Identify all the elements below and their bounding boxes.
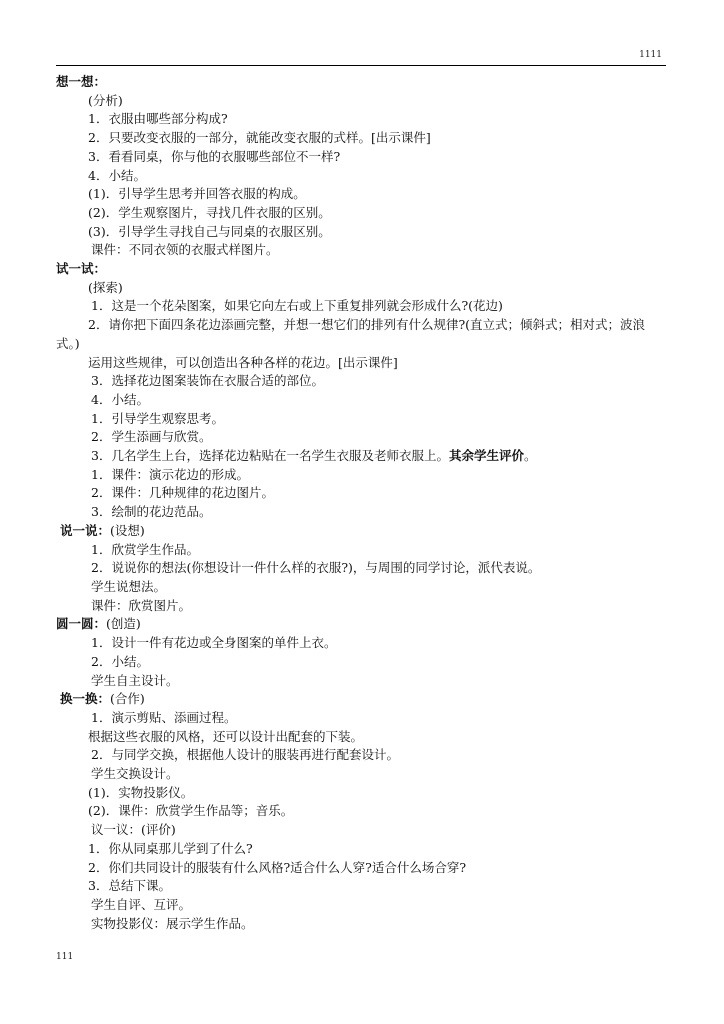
text-line: 2．与同学交换，根据他人设计的服装再进行配套设计。	[91, 747, 399, 763]
text-line: 3．总结下课。	[88, 878, 171, 894]
text-line: 运用这些规律，可以创造出各种各样的花边。[出示课件]	[88, 354, 398, 370]
footer-page-number: 111	[56, 952, 74, 962]
text-line: 3．看看同桌，你与他的衣服哪些部位不一样?	[88, 148, 341, 164]
text-line: (2)．课件：欣赏学生作品等；音乐。	[88, 803, 294, 819]
text-line: (3)．引导学生寻找自己与同桌的衣服区别。	[88, 223, 331, 239]
section-heading-think: 想一想：	[56, 74, 107, 89]
section-heading-realize	[56, 615, 668, 634]
text-line: 课件：欣赏图片。	[91, 597, 192, 613]
text-line	[56, 447, 668, 466]
section-subtitle: (合作)	[110, 691, 145, 707]
text-line: 1．演示剪贴、添画过程。	[91, 709, 237, 725]
text-line: 1．你从同桌那儿学到了什么?	[88, 840, 253, 856]
text-line-wrapped: 2．请你把下面四条花边添画完整，并想一想它们的排列有什么规律?(直立式；倾斜式；相对式；波浪式。)	[56, 317, 646, 351]
text-line: 实物投影仪：展示学生作品。	[91, 915, 254, 931]
section-heading-say	[56, 522, 668, 541]
text-span: 3．几名学生上台，选择花边粘贴在一名学生衣服及老师衣服上。	[91, 448, 449, 464]
text-line: 1．这是一个花朵图案，如果它向左右或上下重复排列就会形成什么?(花边)	[91, 298, 503, 314]
bold-emphasis: 其余学生评价	[448, 448, 524, 464]
lesson-plan-body	[56, 73, 668, 933]
text-line: 4．小结。	[91, 391, 149, 407]
text-line: 2．只要改变衣服的一部分，就能改变衣服的式样。[出示课件]	[88, 130, 431, 146]
text-line: 议一议：(评价)	[91, 822, 176, 838]
text-span: 。	[523, 448, 537, 464]
text-line: 根据这些衣服的风格，还可以设计出配套的下装。	[88, 728, 364, 744]
section-title: 圆一圆：	[56, 616, 107, 632]
text-line: 1．衣服由哪些部分构成?	[88, 111, 228, 127]
text-line: (1)．实物投影仪。	[88, 784, 194, 800]
text-line: 4．小结。	[88, 167, 146, 183]
text-line: (探索)	[88, 279, 123, 295]
text-line: 1．设计一件有花边或全身图案的单件上衣。	[91, 635, 337, 651]
text-line: 2．小结。	[91, 653, 149, 669]
text-line: 1．引导学生观察思考。	[91, 410, 224, 426]
text-line: 学生说想法。	[91, 578, 167, 594]
text-line: 1．课件：演示花边的形成。	[91, 466, 249, 482]
section-subtitle: (创造)	[106, 616, 141, 632]
text-line: 2．课件：几种规律的花边图片。	[91, 485, 274, 501]
header-page-number: 1111	[639, 50, 662, 60]
text-line: 学生交换设计。	[91, 766, 179, 782]
section-title: 换一换：	[60, 691, 111, 707]
text-line: 2．你们共同设计的服装有什么风格?适合什么人穿?适合什么场合穿?	[88, 859, 467, 875]
text-line: 1．欣赏学生作品。	[91, 541, 199, 557]
text-line: (1)．引导学生思考并回答衣服的构成。	[88, 186, 306, 202]
text-line: 学生自评、互评。	[91, 896, 192, 912]
text-line: 学生自主设计。	[91, 672, 179, 688]
text-line: 2．学生添画与欣赏。	[91, 429, 212, 445]
text-line: 2．说说你的想法(你想设计一件什么样的衣服?)，与周围的同学讨论，派代表说。	[91, 560, 541, 576]
text-line: 3．选择花边图案装饰在衣服合适的部位。	[91, 373, 324, 389]
section-title: 说一说：	[60, 522, 111, 538]
text-line: 3．绘制的花边范品。	[91, 504, 212, 520]
header-rule	[56, 65, 666, 66]
text-line: (分析)	[88, 92, 123, 108]
section-heading-exchange	[56, 690, 668, 709]
section-heading-try: 试一试：	[56, 261, 107, 277]
text-line: 课件：不同衣领的衣服式样图片。	[91, 242, 279, 258]
section-subtitle: (设想)	[110, 522, 145, 538]
text-line: (2)．学生观察图片，寻找几件衣服的区别。	[88, 204, 331, 220]
